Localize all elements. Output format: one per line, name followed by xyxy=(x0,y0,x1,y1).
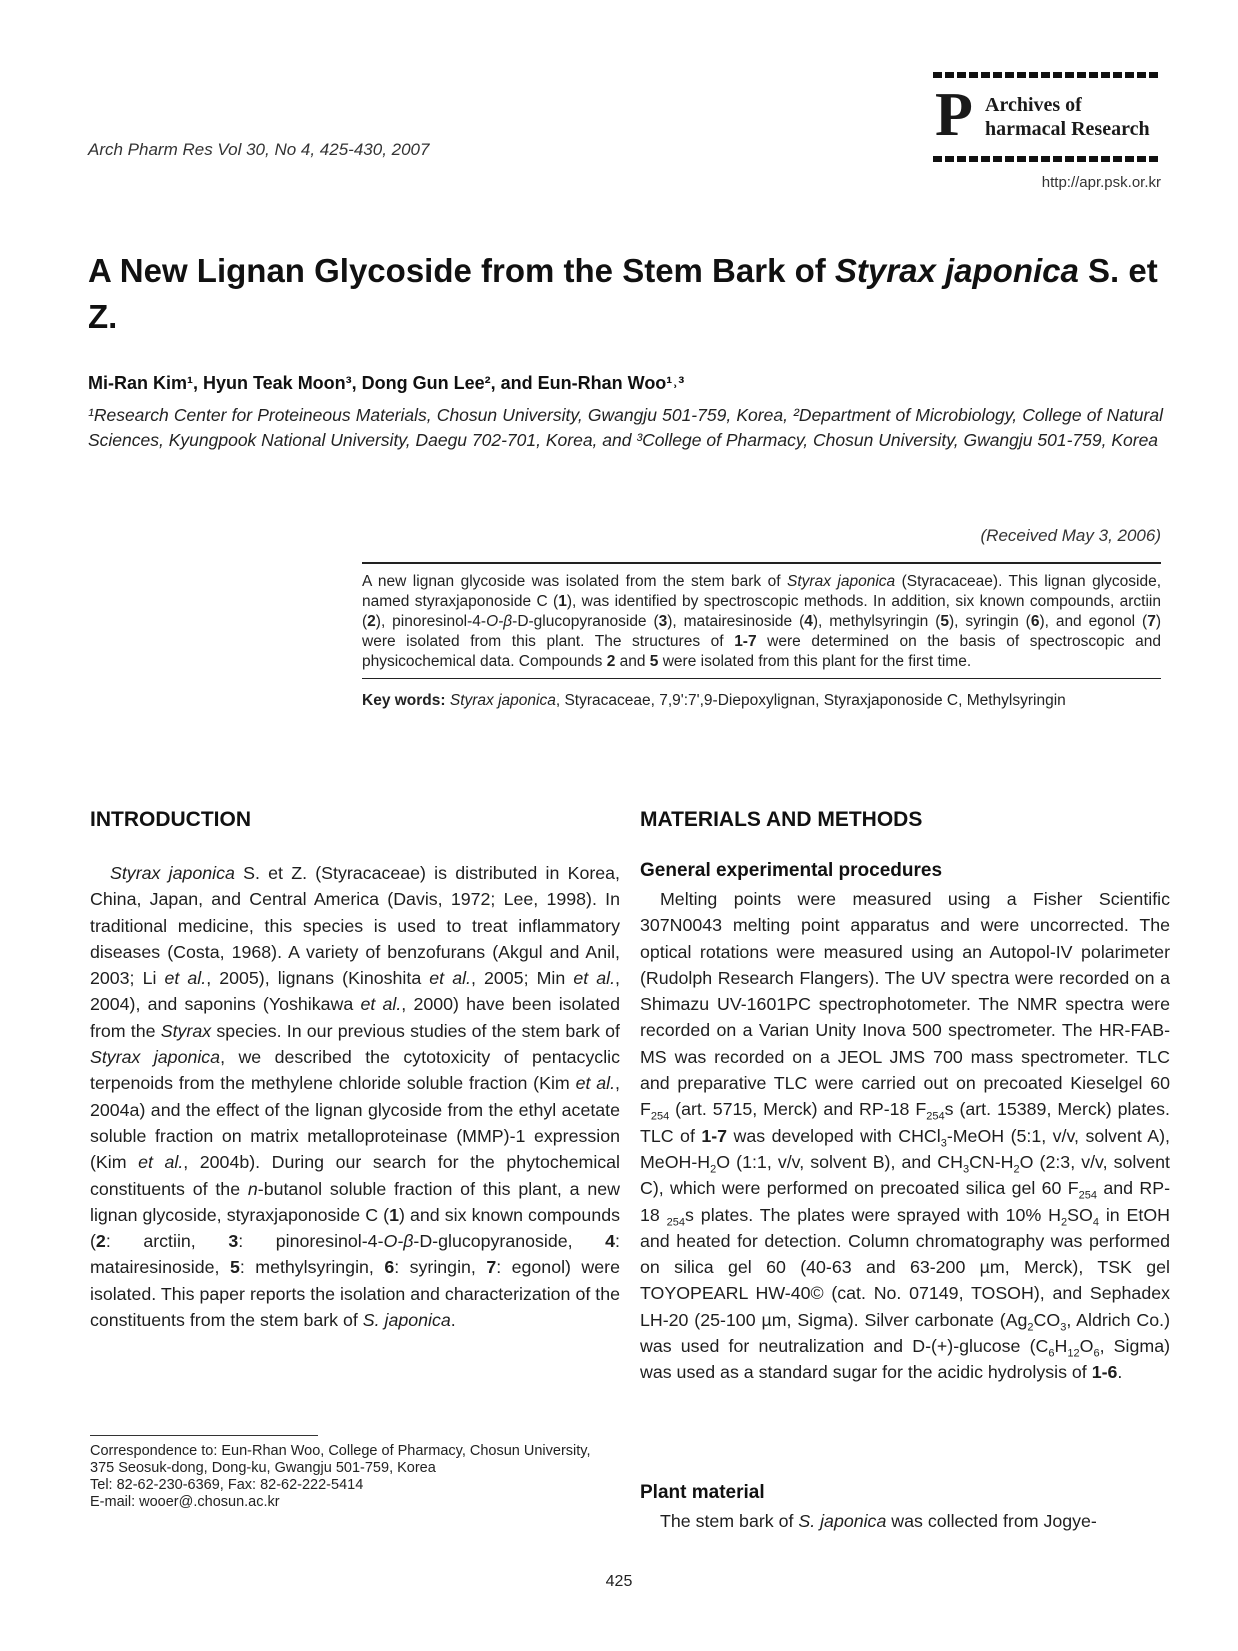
keywords-label: Key words: xyxy=(362,692,450,709)
logo-letter: P xyxy=(935,81,973,149)
introduction-body xyxy=(90,860,620,1333)
footnote-phone: Tel: 82-62-230-6369, Fax: 82-62-222-5414 xyxy=(90,1477,364,1493)
introduction-paragraph: Styrax japonica S. et Z. (Styracaceae) is distributed in Korea, China, Japan, and Central America (Davis, 1972; Lee, 1998). In traditional medicine, this species is used to treat inflammatory diseases (Costa, 1968). A variety of benzofurans (Akgul and Anil, 2003; Li et al., 2005), lignans (Kinoshita et al., 2005; Min et al., 2004), and saponins (Yoshikawa et al., 2000) have been isolated from the Styrax species. In our previous studies of the stem bark of Styrax japonica, we described the cytotoxicity of pentacyclic terpenoids from the methylene chloride soluble fraction (Kim et al., 2004a) and the effect of the lignan glycoside from the ethyl acetate soluble fraction on matrix metalloproteinase (MMP)-1 expression (Kim et al., 2004b). During our search for the phytochemical constituents of the n-butanol soluble fraction of this plant, a new lignan glycoside, styraxjaponoside C (1) and six known compounds (2: arctiin, 3: pinoresinol-4-O-β-D-glucopyranoside, 4: matairesinoside, 5: methylsyringin, 6: syringin, 7: egonol) were isolated. This paper reports the isolation and characterization of the constituents from the stem bark of S. japonica. xyxy=(90,863,621,1331)
abstract-block xyxy=(362,562,1161,711)
plant-material-heading: Plant material xyxy=(640,1482,765,1503)
correspondence-footnote xyxy=(90,1443,615,1511)
logo-top-rule xyxy=(933,72,1161,78)
methods-paragraph: Melting points were measured using a Fisher Scientific 307N0043 melting point apparatus and were uncorrected. The optical rotations were measured using an Autopol-IV polarimeter (Rudolph Research Flangers). The UV spectra were recorded on a Shimazu UV-1601PC spectrophotometer. The NMR spectra were recorded on a Varian Unity Inova 500 spectrometer. The HR-FAB-MS was recorded on a JEOL JMS 700 mass spectrometer. TLC and preparative TLC were carried out on precoated Kieselgel 60 $F_{254}$ (art. 5715, Merck) and RP-18 $F_{254}s$ (art. 15389, Merck) plates. TLC of 1-7 was developed with CHCl$_3$-MeOH (5:1, v/v, solvent A), MeOH-$H_2O$ (1:1, v/v, solvent B), and $CH_3CN-H_2O$ (2:3, v/v, solvent C), which were performed on precoated silica gel 60 $F_{254}$ and RP-18 $_{254}$s plates. The plates were sprayed with 10% $H_2SO_4$ in EtOH and heated for detection. Column chromatography was performed on silica gel 60 (40-63 and 63-200 µm, Merck), TSK gel TOYOPEARL HW-40© (cat. No. 07149, TOSOH), and Sephadex LH-20 (25-100 µm, Sigma). Silver carbonate ($Ag_2CO_3$, Aldrich Co.) was used for neutralization and D-(+)-glucose ($C_6H_{12}O_6$, Sigma) was used as a standard sugar for the acidic hydrolysis of 1-6. xyxy=(640,889,1171,1383)
footnote-rule xyxy=(90,1435,318,1436)
footnote-address: Correspondence to: Eun-Rhan Woo, College of Pharmacy, Chosun University, 375 Seosuk-dong, Dong-ku, Gwangju 501-759, Korea xyxy=(90,1443,591,1476)
abstract-text: A new lignan glycoside was isolated from the stem bark of Styrax japonica (Styracaceae). This lignan glycoside, named styraxjaponoside C (1), was identified by spectroscopic methods. In addition, six known compounds, arctiin (2), pinoresinol-4-O-β-D-glucopyranoside (3), matairesinoside (4), methylsyringin (5), syringin (6), and egonol (7) were isolated from this plant. The structures of 1-7 were determined on the basis of spectroscopic and physicochemical data. Compounds 2 and 5 were isolated from this plant for the first time. xyxy=(362,572,1162,670)
journal-logo xyxy=(933,72,1161,164)
introduction-heading: INTRODUCTION xyxy=(90,808,251,831)
plant-material-paragraph: The stem bark of S. japonica was collected from Jogye- xyxy=(660,1511,1097,1531)
received-date: (Received May 3, 2006) xyxy=(980,526,1161,545)
title-tail: S. et Z. xyxy=(88,252,1158,335)
abstract-top-rule xyxy=(362,562,1161,564)
affiliations: ¹Research Center for Proteineous Materials, Chosun University, Gwangju 501-759, Korea, ²Department of Microbiology, College of Natural Sciences, Kyungpook National University, Daegu 702-701, Korea, and ³College of Pharmacy, Chosun University, Gwangju 501-759, Korea xyxy=(88,405,1163,450)
logo-bottom-rule xyxy=(933,156,1161,162)
logo-text-line1: Archives of xyxy=(985,94,1082,116)
title-main: A New Lignan Glycoside from the Stem Bark of xyxy=(88,252,835,289)
general-procedures-body xyxy=(640,886,1170,1386)
paper-title xyxy=(88,248,1168,340)
journal-reference: Arch Pharm Res Vol 30, No 4, 425-430, 2007 xyxy=(88,140,430,159)
general-procedures-heading: General experimental procedures xyxy=(640,860,943,881)
abstract-bottom-rule xyxy=(362,678,1161,680)
methods-heading: MATERIALS AND METHODS xyxy=(640,808,923,831)
footnote-email[interactable]: E-mail: wooer@.chosun.ac.kr xyxy=(90,1494,280,1510)
page-number: 425 xyxy=(605,1573,633,1590)
keywords: Key words: Styrax japonica, Styracaceae, 7,9':7',9-Diepoxylignan, Styraxjaponoside C, Methylsyringin xyxy=(362,692,1066,709)
logo-text-line2: harmacal Research xyxy=(985,118,1150,140)
plant-material-body xyxy=(640,1508,1170,1534)
journal-url[interactable]: http://apr.psk.or.kr xyxy=(1041,174,1161,191)
author-list: Mi-Ran Kim¹, Hyun Teak Moon³, Dong Gun Lee², and Eun-Rhan Woo¹˒³ xyxy=(88,373,685,393)
title-species: Styrax japonica xyxy=(834,252,1079,289)
